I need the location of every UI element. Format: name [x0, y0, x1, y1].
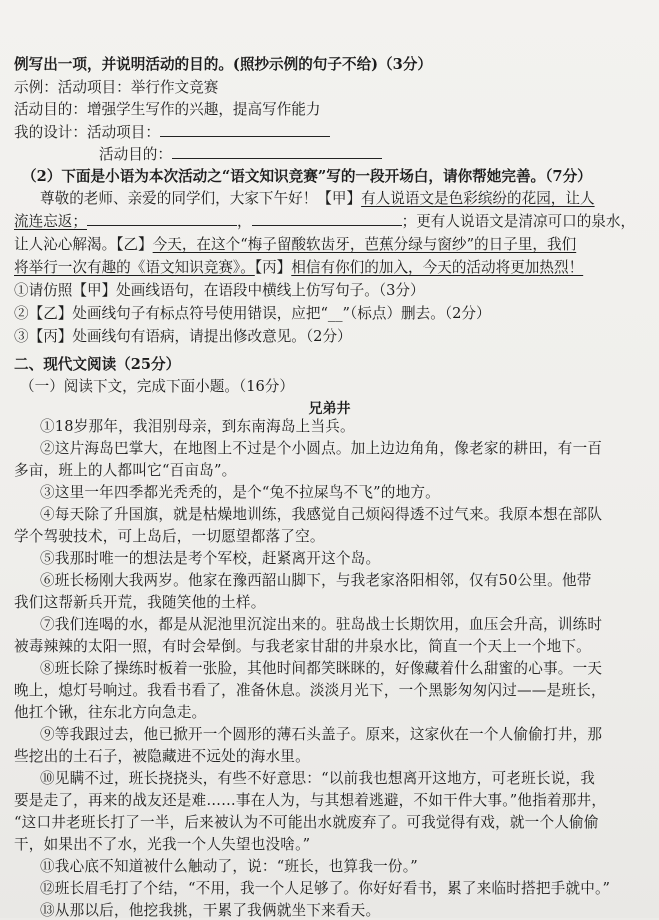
example-project: 示例：活动项目：举行作文竞赛	[14, 79, 219, 96]
article-line: ⑨等我跟过去，他已掀开一个圆形的薄石头盖子。原来，这家伙在一个人偷偷打井，那	[40, 726, 603, 743]
article-line: 些挖出的土石子，被隐藏进不远处的海水里。	[14, 748, 310, 765]
blank-comma: ，	[236, 213, 252, 230]
article-line: 被毒辣辣的太阳一照，有时会晕倒。与我老家甘甜的井泉水比，简直一个天上一个地下。	[14, 638, 591, 655]
article-line: 干，如果出不了水，光我一个人失望也没啥。”	[14, 836, 311, 853]
article-line: 晚上，熄灯号响过。我看书看了，准备休息。淡淡月光下，一个黑影匆匆闪过——是班长，	[14, 682, 606, 699]
article-line: ⑩见瞒不过，班长挠挠头，有些不好意思：“以前我也想离开这地方，可老班长说，我	[40, 770, 596, 787]
speech-line-3	[14, 236, 576, 254]
article-line: ⑧班长除了操练时板着一张脸，其他时间都笑眯眯的，好像藏着什么甜蜜的心事。一天	[40, 660, 603, 677]
speech-text: 尊敬的老师、亲爱的同学们，大家下午好！【甲】	[40, 190, 362, 207]
article-line: ④每天除了升国旗，就是枯燥地训练，我感觉自己烦闷得透不过气来。我原本想在部队	[40, 506, 603, 523]
article-line: ①18岁那年，我泪别母亲，到东南海岛上当兵。	[40, 418, 355, 435]
article-line: “这口井老班长打了一半，后来被认为不可能出水就废弃了。可我觉得有戏，就一个人偷偷	[14, 814, 599, 831]
article-line: ⑫班长眉毛打了个结，“不用，我一个人足够了。你好好看书，累了来临时搭把手就中。”	[40, 880, 611, 897]
imitation-blank-2[interactable]	[252, 213, 402, 226]
article-line: 学个驾驶技术，可上岛后，一切愿望都落了空。	[14, 528, 325, 545]
my-design-label: 我的设计：活动项目：	[14, 124, 160, 141]
speech-text: ；更有人说语文是清凉可口的泉水，	[401, 213, 636, 230]
article-line: ⑬从那以后，他挖我挑，干累了我俩就坐下来看天。	[40, 902, 381, 919]
underlined-yi: 今天，在这个“梅子留酸软齿牙，芭蕉分绿与窗纱”的日子里，我们	[152, 236, 577, 253]
article-line: 我们这帮新兵开荒，我随笑他的土样。	[14, 594, 266, 611]
example-purpose: 活动目的：增强学生写作的兴趣，提高写作能力	[14, 101, 321, 118]
underlined-jia-end: 流连忘返；	[14, 213, 87, 230]
article-title: 兄弟井	[308, 401, 351, 417]
speech-line-2	[14, 213, 635, 231]
article-line: ⑥班长杨刚大我两岁。他家在豫西韶山脚下，与我老家洛阳相邻，仅有50公里。他带	[40, 572, 592, 589]
article-line: ③这里一年四季都光秃秃的，是个“兔不拉屎鸟不飞”的地方。	[40, 484, 440, 501]
article-line: ⑦我们连喝的水，都是从泥池里沉淀出来的。驻岛战士长期饮用，血压会升高，训练时	[40, 616, 603, 633]
purpose-row	[99, 146, 382, 164]
sub-section-heading: （一）阅读下文，完成下面小题。（16分）	[20, 378, 294, 395]
underlined-yi-end: 将举行一次有趣的《语文知识竞赛》。	[14, 259, 255, 276]
sub-question-1: ①请仿照【甲】处画线语句，在语段中横线上仿写句子。（3分）	[14, 282, 425, 299]
underlined-jia: 有人说语文是色彩缤纷的花园，让人	[361, 190, 595, 207]
article-line: ②这片海岛巴掌大，在地图上不过是个小圆点。加上边边角角，像老家的耕田，有一百	[40, 440, 603, 457]
underlined-bing: 相信有你们的加入，今天的活动将更加热烈！	[291, 259, 584, 276]
instruction-line: 例写出一项，并说明活动的目的。(照抄示例的句子不给)（3分）	[14, 56, 432, 73]
speech-line-4	[14, 259, 583, 277]
project-blank[interactable]	[160, 124, 330, 137]
article-line: ⑪我心底不知道被什么触动了，说：“班长，也算我一份。”	[40, 858, 418, 875]
purpose-blank[interactable]	[172, 146, 382, 159]
mark-bing: 【丙】	[254, 259, 292, 276]
article-line: 要是走了，再来的战友还是难……事在人为，与其想着逃避，不如干件大事。”他指着那井，	[14, 792, 607, 809]
sub-question-3: ③【丙】处画线句有语病，请提出修改意见。（2分）	[14, 328, 352, 345]
article-line: 他扛个锹，往东北方向急走。	[14, 704, 207, 721]
article-line: ⑤我那时唯一的想法是考个军校，赶紧离开这个岛。	[40, 550, 381, 567]
speech-text: 让人沁心解渴。【乙】	[14, 236, 153, 253]
imitation-blank-1[interactable]	[87, 213, 237, 226]
sub-question-2: ②【乙】处画线句子有标点符号使用错误，应把“__”（标点）删去。（2分）	[14, 305, 491, 322]
section-heading: 二、现代文阅读（25分）	[14, 356, 181, 373]
purpose-label: 活动目的：	[99, 146, 172, 163]
speech-line-1	[40, 190, 595, 208]
question-2-intro: （2）下面是小语为本次活动之“语文知识竞赛”写的一段开场白，请你帮她完善。（7分）	[22, 168, 592, 185]
my-design-row	[14, 124, 330, 142]
article-line: 多亩，班上的人都叫它“百亩岛”。	[14, 462, 237, 479]
